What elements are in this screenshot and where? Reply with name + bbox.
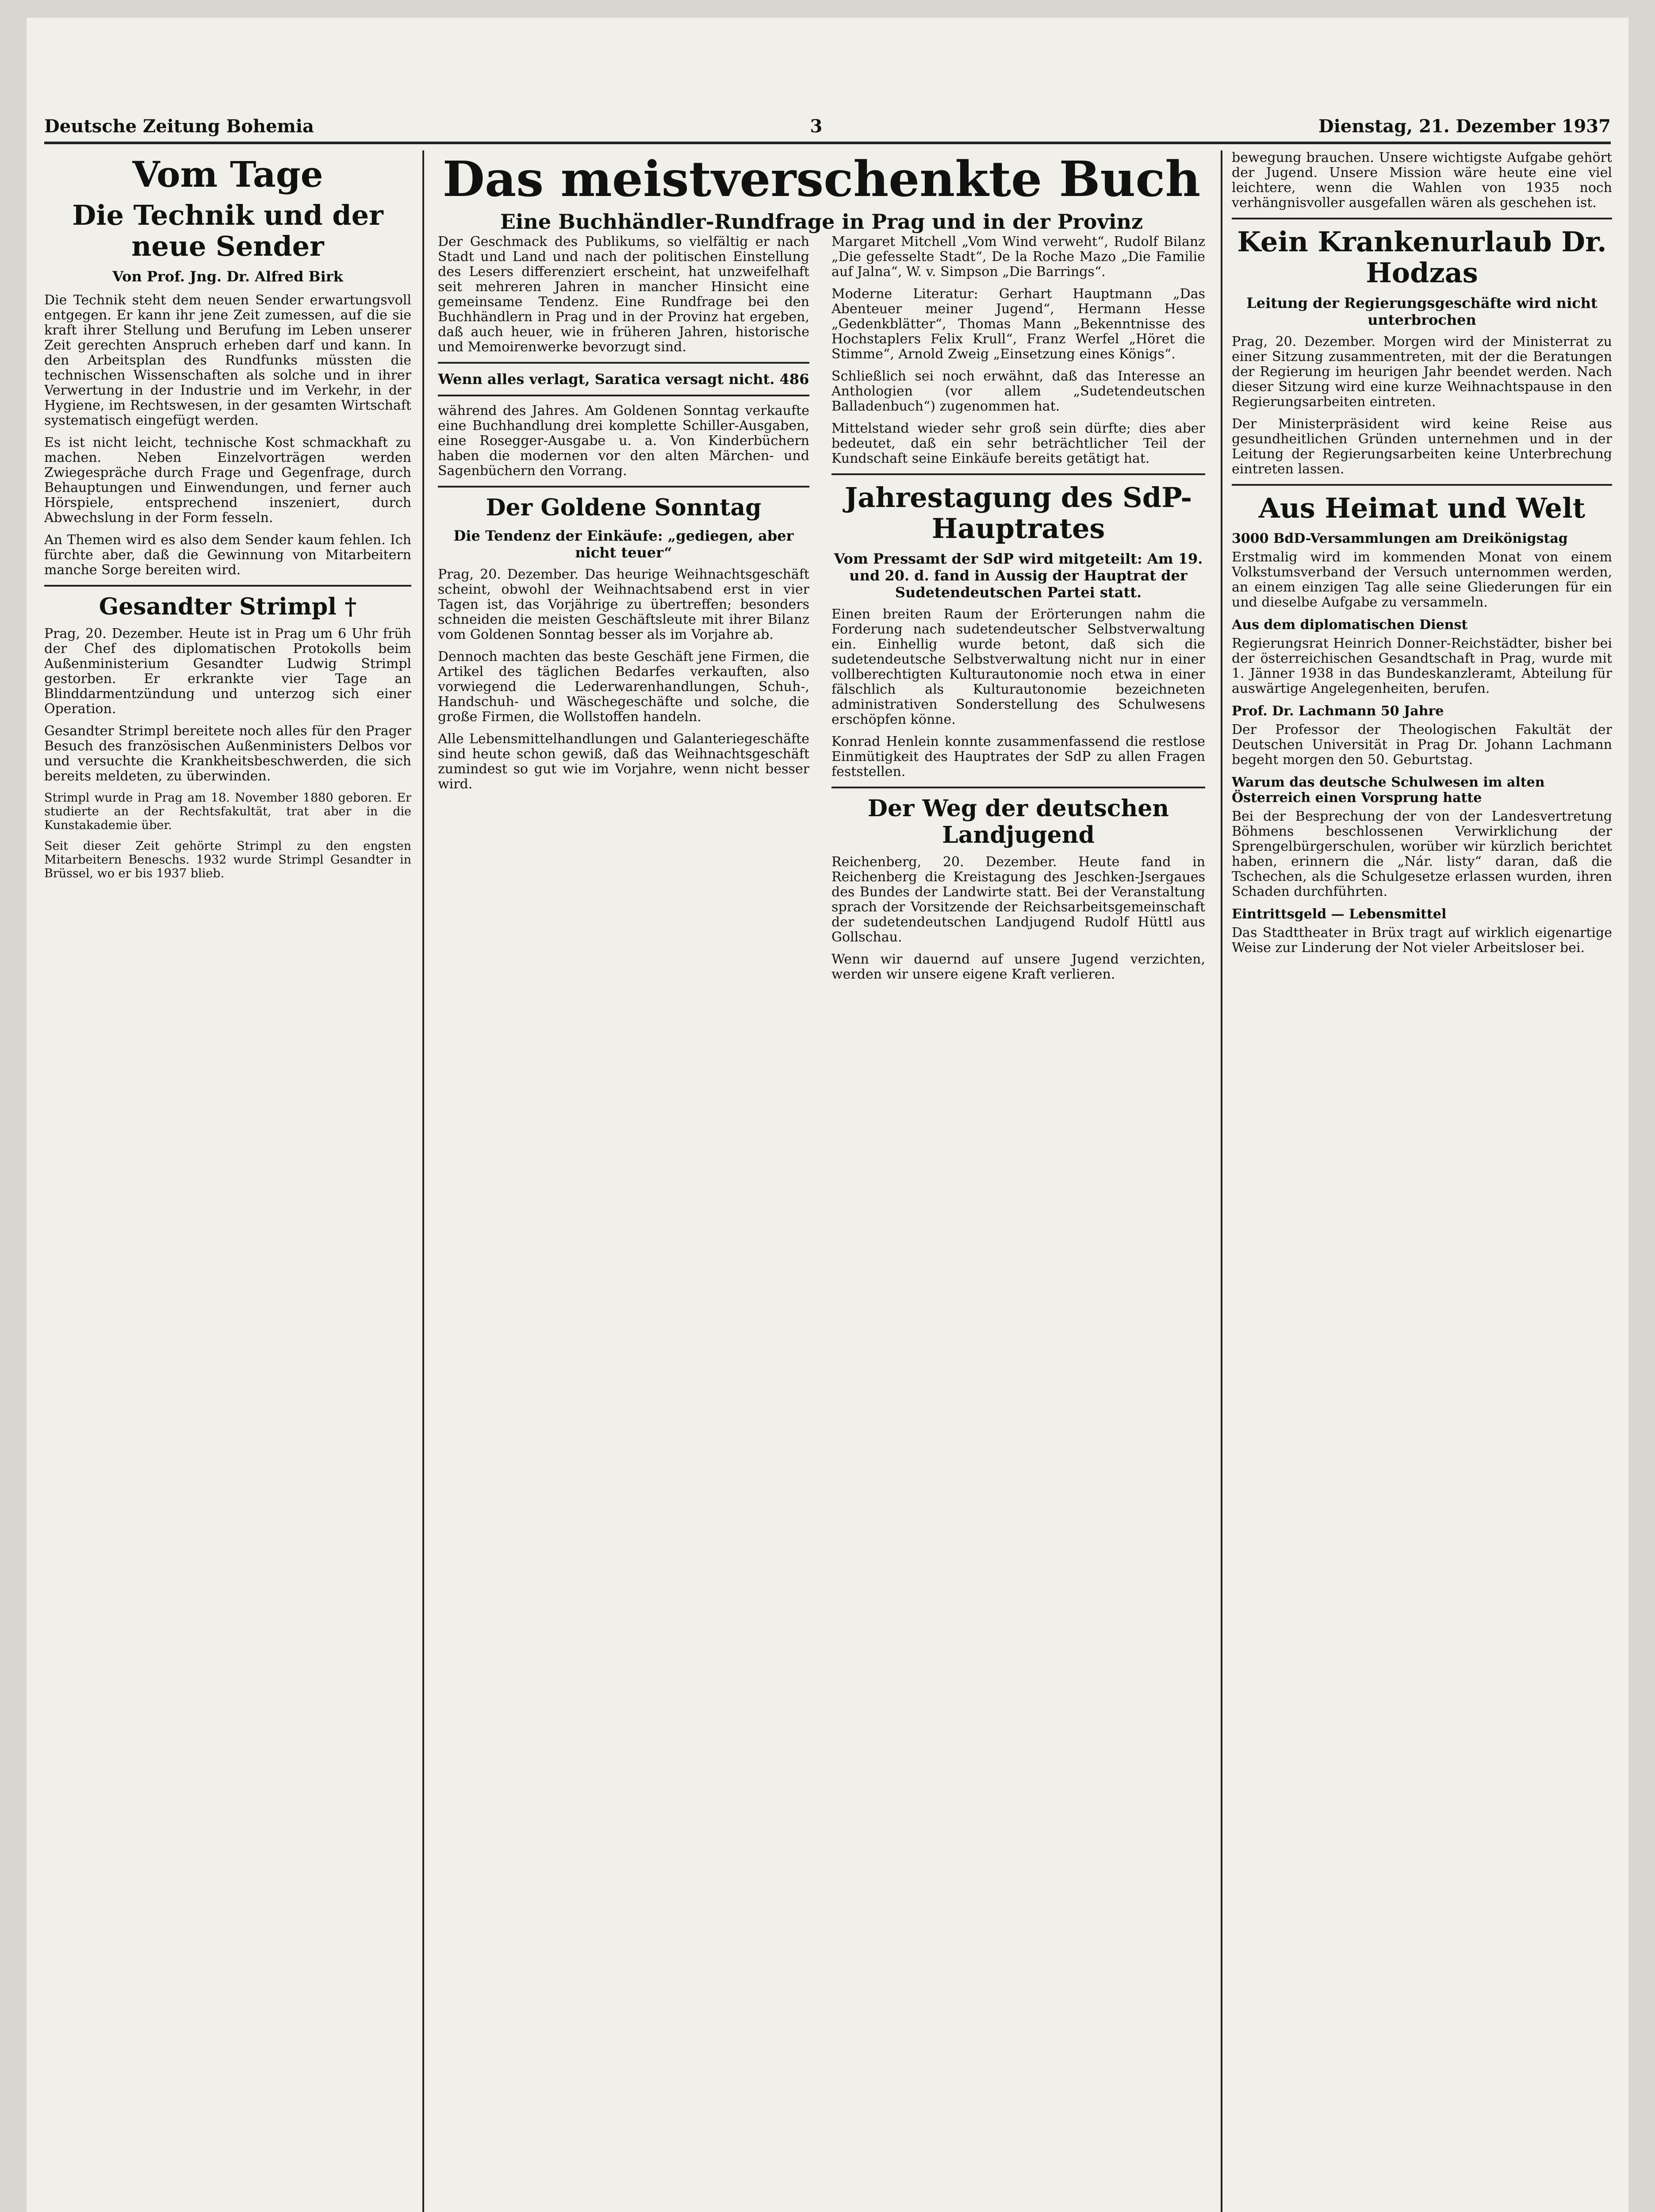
divider [438,486,809,488]
paragraph: Der Ministerpräsident wird keine Reise aus gesundheitlichen Gründen unternehmen und in der Leitung der Regierungsarbeiten keine Unterbrechung eintreten lassen. [1232,416,1612,477]
divider [1232,218,1612,219]
paragraph: Bei der Besprechung der von der Landesvertretung Böhmens beschlossenen Verwirklichung der Sprengelbürgerschulen, worüber wir kürzlich berichtet haben, erinnern die „Nár. listy“ daran, daß die Tschechen, als die Schulgesetze erlassen wurden, ihren Schaden durchführten. [1232,809,1612,899]
paragraph: Das Stadttheater in Brüx tragt auf wirklich eigenartige Weise zur Linderung der Not vieler Arbeitsloser bei. [1232,925,1612,956]
article-title: Die Technik und der neue Sender [72,199,383,262]
paragraph: Reichenberg, 20. Dezember. Heute fand in Reichenberg die Kreistagung des Jeschken-Jsergaues des Bundes der Landwirte statt. Bei der Veranstaltung sprach der Vorsitzende der Reichsarbeitsgemeinschaft der sudetendeutschen Landjugend Rudolf Hüttl aus Gollschau. [831,854,1205,945]
issue-date: Dienstag, 21. Dezember 1937 [1318,115,1611,137]
article-byline: Von Prof. Jng. Dr. Alfred Birk [112,268,343,285]
paragraph: Moderne Literatur: Gerhart Hauptmann „Das Abenteuer meiner Jugend“, Hermann Hesse „Gedenkblätter“, Thomas Mann „Bekenntnisse des Hochstaplers Felix Krull“, Franz Werfel „Höret die Stimme“, Arnold Zweig „Einsetzung eines Königs“. [831,286,1205,362]
lead-subtitle: Eine Buchhändler-Rundfrage in Prag und in der Provinz [500,210,1143,234]
paragraph: Regierungsrat Heinrich Donner-Reichstädter, bisher bei der österreichischen Gesandtschaft in Prag, wurde mit 1. Jänner 1938 in das Bundeskanzleramt, Abteilung für auswärtige Angelegenheiten, berufen. [1232,636,1612,696]
center-right [831,234,1205,989]
paragraph: Der Geschmack des Publikums, so vielfältig er nach Stadt und Land und nach der politischen Einstellung des Lesers differenziert erscheint, hat unzweifelhaft seit mehreren Jahren in mancher Hinsicht eine gemeinsame Tendenz. Eine Rundfrage bei den Buchhändlern in Prag und in der Provinz hat ergeben, daß auch heuer, wie in früheren Jahren, historische und Memoirenwerke bevorzugt sind. [438,234,809,355]
paragraph: Der Professor der Theologischen Fakultät der Deutschen Universität in Prag Dr. Johann Lachmann begeht morgen den 50. Geburtstag. [1232,722,1612,768]
article-title: Kein Krankenurlaub Dr. Hodzas [1237,226,1607,289]
page-header [44,111,1611,144]
column-rule [1221,150,1222,2212]
paragraph: Margaret Mitchell „Vom Wind verweht“, Rudolf Bilanz „Die gefesselte Stadt“, De la Roche Mazo „Die Familie auf Jalna“, W. v. Simpson „Die Barrings“. [831,234,1205,280]
paragraph: bewegung brauchen. Unsere wichtigste Aufgabe gehört der Jugend. Unsere Mission wäre heute eine viel leichtere, wenn die Wahlen von 1935 noch verhängnisvoller ausgefallen wären als geschehen ist. [1232,150,1612,211]
article-subtitle: Vom Pressamt der SdP wird mitgeteilt: Am 19. und 20. d. fand in Aussig der Hauptrat der Sudetendeutschen Partei statt. [834,550,1203,601]
divider [438,362,809,364]
paragraph: Schließlich sei noch erwähnt, daß das Interesse an Anthologien (vor allem „Sudetendeutschen Balladenbuch“) zugenommen hat. [831,369,1205,414]
paragraph: Die Technik steht dem neuen Sender erwartungsvoll entgegen. Er kann ihr jene Zeit zumessen, auf die sie kraft ihrer Stellung und Berufung im Leben unserer Zeit gerechten Anspruch erheben darf und kann. In den Arbeitsplan des Rundfunks müssten die technischen Wissenschaften als solche und in ihrer Verwertung in der Industrie und im Verkehr, in der Hygiene, im Rechtswesen, in der gesamten Wirtschaft systematisch eingefügt werden. [44,292,411,428]
divider [831,473,1205,475]
paragraph: An Themen wird es also dem Sender kaum fehlen. Ich fürchte aber, daß die Gewinnung von Mitarbeitern manche Sorge bereiten wird. [44,532,411,578]
section-kicker: Vom Tage [132,154,323,195]
paragraph: Es ist nicht leicht, technische Kost schmackhaft zu machen. Neben Einzelvorträgen werden Zwiegespräche durch Frage und Gegenfrage, durch Behauptungen und Einwendungen, und ferner auch Hörspiele, entsprechend inszeniert, durch Abwechslung in der Form fesseln. [44,435,411,526]
page-number: 3 [810,115,823,137]
paragraph: Konrad Henlein konnte zusammenfassend die restlose Einmütigkeit des Hauptrates der SdP zu allen Fragen feststellen. [831,734,1205,780]
divider [438,395,809,396]
section-heading: Eintrittsgeld — Lebensmittel [1232,906,1447,922]
section-heading: Prof. Dr. Lachmann 50 Jahre [1232,703,1444,719]
advert-line: Wenn alles verlagt, Saratica versagt nicht. 486 [438,371,809,388]
newspaper-page [27,18,1628,2212]
obituary-title: Gesandter Strimpl † [99,593,357,620]
divider [44,585,411,587]
divider [1232,484,1612,486]
divider [831,787,1205,788]
paragraph: während des Jahres. Am Goldenen Sonntag verkaufte eine Buchhandlung drei komplette Schiller-Ausgaben, eine Rosegger-Ausgabe u. a. Von Kinderbüchern haben die modernen vor den alten Märchen- und Sagenbüchern den Vorrang. [438,403,809,479]
paragraph: Gesandter Strimpl bereitete noch alles für den Prager Besuch des französischen Außenministers Delbos vor und versuchte die Krankheitsbeschwerden, die sich bereits meldeten, zu überwinden. [44,723,411,784]
column-left [44,150,411,2212]
lead-title: Das meistverschenkte Buch [442,150,1201,207]
article-title: Der Weg der deutschen Landjugend [867,795,1169,849]
paragraph: Einen breiten Raum der Erörterungen nahm die Forderung nach sudetendeutscher Selbstverwaltung ein. Einhellig wurde betont, daß sich die sudetendeutsche Selbstverwaltung nicht nur in einer vollberechtigten Kulturautonomie noch etwa in einer fälschlich als Kulturautonomie bezeichneten administrativen Sonderstellung des Schulwesens erschöpfen könne. [831,607,1205,727]
column-rule [422,150,424,2212]
section-heading: Warum das deutsche Schulwesen im alten Österreich einen Vorsprung hatte [1232,775,1545,806]
paragraph: Wenn wir dauernd auf unsere Jugend verzichten, werden wir unsere eigene Kraft verlieren. [831,952,1205,982]
paragraph: Alle Lebensmittelhandlungen und Galanteriegeschäfte sind heute schon gewiß, daß das Weihnachtsgeschäft zumindest so gut wie im Vorjahre, wenn nicht besser wird. [438,731,809,792]
paragraph: Dennoch machten das beste Geschäft jene Firmen, die Artikel des täglichen Bedarfes verkauften, also vorwiegend die Lederwarenhandlungen, Schuh-, Handschuh- und Wäschegeschäfte und solche, die große Firmen, die Wollstoffen handeln. [438,649,809,725]
paragraph: Seit dieser Zeit gehörte Strimpl zu den engsten Mitarbeitern Beneschs. 1932 wurde Strimpl Gesandter in Brüssel, wo er bis 1937 blieb. [44,839,411,880]
paragraph: Erstmalig wird im kommenden Monat von einem Volkstumsverband der Versuch unternommen werden, an einem einzigen Tag alle seine Gliederungen für ein und dieselbe Aufgabe zu versammeln. [1232,549,1612,610]
paragraph: Prag, 20. Dezember. Morgen wird der Ministerrat zu einer Sitzung zusammentreten, mit der die Beratungen der Regierung im heurigen Jahr beendet werden. Nach dieser Sitzung wird eine kurze Weihnachtspause in den Regierungsarbeiten eintreten. [1232,334,1612,410]
article-subtitle: Leitung der Regierungsgeschäfte wird nicht unterbrochen [1246,295,1598,328]
section-heading: Aus dem diplomatischen Dienst [1232,617,1468,633]
paragraph: Strimpl wurde in Prag am 18. November 1880 geboren. Er studierte an der Rechtsfakultät, trat aber in die Kunstakademie über. [44,791,411,832]
paragraph: Prag, 20. Dezember. Heute ist in Prag um 6 Uhr früh der Chef des diplomatischen Protokolls beim Außenministerium Gesandter Ludwig Strimpl gestorben. Er erkrankte vier Tage an Blinddarmentzündung und unterzog sich einer Operation. [44,626,411,717]
column-right [1232,150,1612,2212]
article-title: Jahrestagung des SdP-Hauptrates [844,481,1192,545]
masthead-name: Deutsche Zeitung Bohemia [44,115,314,137]
section-title: Aus Heimat und Welt [1258,492,1586,524]
article-subtitle: Die Tendenz der Einkäufe: „gediegen, aber nicht teuer“ [453,527,794,561]
center-section [438,150,1205,982]
paragraph: Prag, 20. Dezember. Das heurige Weihnachtsgeschäft scheint, obwohl der Weihnachtsabend erst in vier Tagen ist, das Vorjährige zu übertreffen; besonders schneiden die meisten Geschäftsleute mit ihrer Bilanz vom Goldenen Sonntag besser als im Vorjahre ab. [438,567,809,642]
article-title: Der Goldene Sonntag [486,494,762,521]
section-heading: 3000 BdD-Versammlungen am Dreikönigstag [1232,531,1568,546]
paragraph: Mittelstand wieder sehr groß sein dürfte; dies aber bedeutet, daß ein sehr beträchtlicher Teil der Kundschaft seine Einkäufe bereits getätigt hat. [831,421,1205,466]
center-left [438,234,809,799]
